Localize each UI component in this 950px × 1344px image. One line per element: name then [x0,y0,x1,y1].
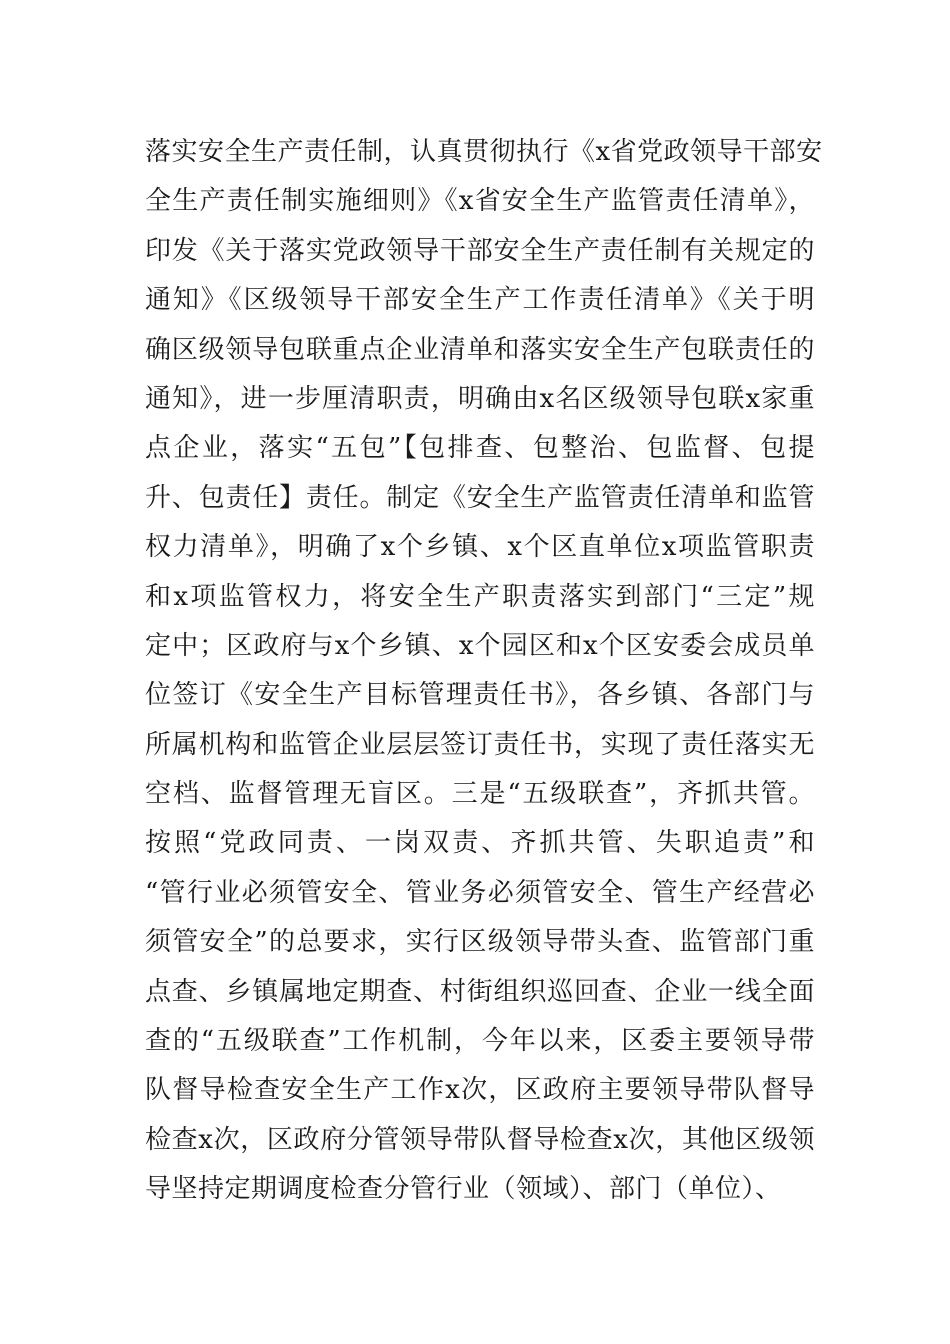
text-line: 位签订《安全生产目标管理责任书》，各乡镇、各部门与 [145,680,815,711]
text-line: 须管安全”的总要求，实行区级领导带头查、监管部门重 [145,927,815,958]
text-line: 点查、乡镇属地定期查、村街组织巡回查、企业一线全面 [145,976,815,1007]
text-line: 通知》，进一步厘清职责，明确由x名区级领导包联x家重 [145,383,815,414]
text-line: 全生产责任制实施细则》《x省安全生产监管责任清单》， [145,186,815,217]
text-line: 点企业，落实“五包”【包排查、包整治、包监督、包提 [145,433,815,464]
text-line: 队督导检查安全生产工作x次，区政府主要领导带队督导 [145,1075,815,1106]
text-line: 升、包责任】责任。制定《安全生产监管责任清单和监管 [145,482,815,513]
text-line: 确区级领导包联重点企业清单和落实安全生产包联责任的 [145,334,815,365]
text-line: 按照“党政同责、一岗双责、齐抓共管、失职追责”和 [145,828,815,859]
text-line: 所属机构和监管企业层层签订责任书，实现了责任落实无 [145,729,815,760]
text-line: 定中；区政府与x个乡镇、x个园区和x个区安委会成员单 [145,630,815,661]
text-line: 印发《关于落实党政领导干部安全生产责任制有关规定的 [145,235,815,266]
text-line: 通知》《区级领导干部安全生产工作责任清单》《关于明 [145,285,815,316]
text-line: 权力清单》，明确了x个乡镇、x个区直单位x项监管职责 [145,532,815,563]
text-line: 落实安全生产责任制，认真贯彻执行《x省党政领导干部安 [145,137,823,167]
text-line: 和x项监管权力，将安全生产职责落实到部门“三定”规 [145,581,815,612]
text-line: “管行业必须管安全、管业务必须管安全、管生产经营必 [145,877,815,908]
text-line: 空档、监督管理无盲区。三是“五级联查”，齐抓共管。 [145,779,815,810]
text-line: 检查x次，区政府分管领导带队督导检查x次，其他区级领 [145,1124,815,1155]
text-line: 导坚持定期调度检查分管行业（领域）、部门（单位）、 [145,1174,782,1205]
text-line: 查的“五级联查”工作机制，今年以来，区委主要领导带 [145,1026,815,1057]
body-text [145,128,823,1215]
